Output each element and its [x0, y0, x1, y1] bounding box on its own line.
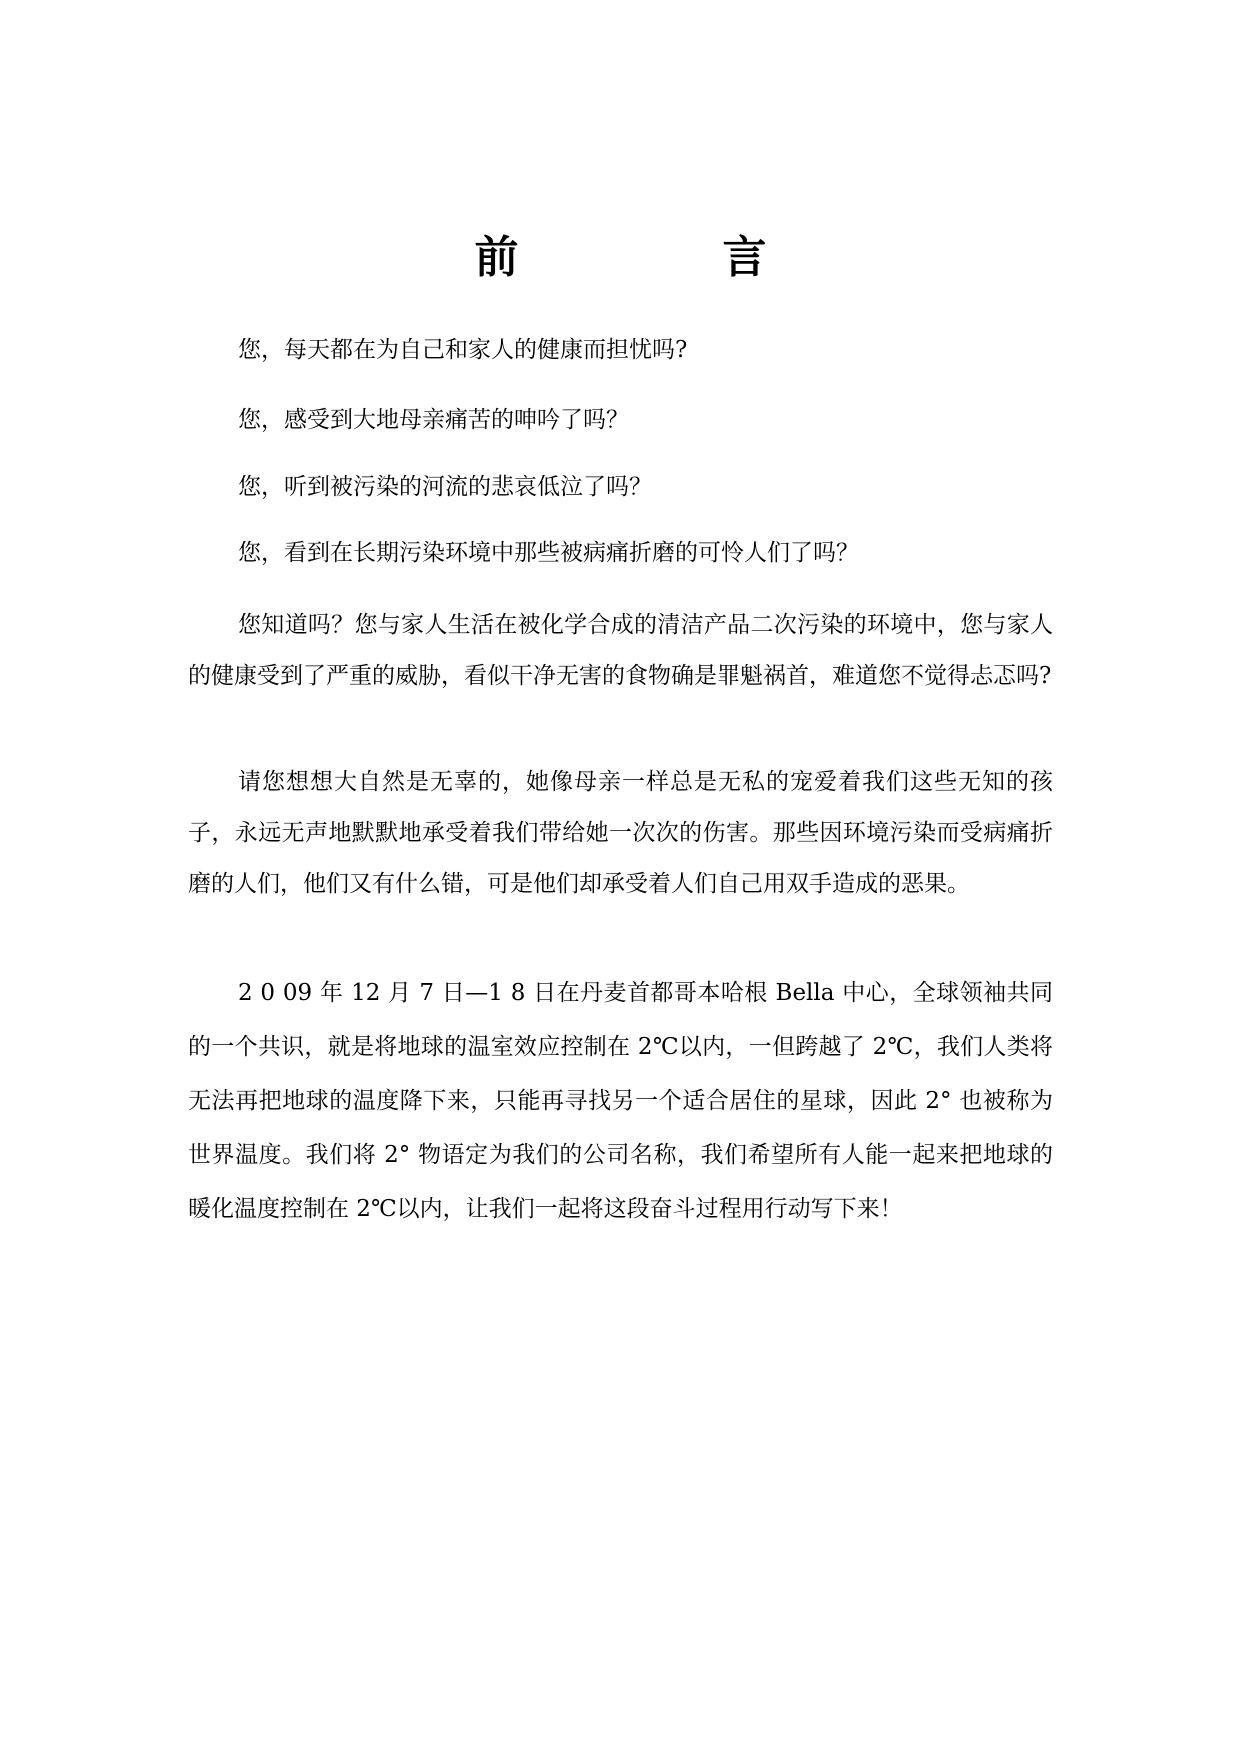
question-line: 您，每天都在为自己和家人的健康而担忧吗?: [238, 337, 688, 363]
question-line: 您，听到被污染的河流的悲哀低泣了吗？: [238, 474, 652, 500]
body-paragraph: 您知道吗？您与家人生活在被化学合成的清洁产品二次污染的环境中，您与家人的健康受到了严重的威胁，看似干净无害的食物确是罪魁祸首，难道您不觉得忐忑吗?: [188, 612, 1053, 689]
body-paragraph: 2 0 09 年 12 月 7 日—1 8 日在丹麦首都哥本哈根 Bella 中心，全球领袖共同的一个共识，就是将地球的温室效应控制在 2℃以内，一但跨越了 2℃，我们人类将无法再把地球的温度降下来，只能再寻找另一个适合居住的星球，因此 2° 也被称为世界温度。我们将 2° 物语定为我们的公司名称，我们希望所有人能一起来把地球的暖化温度控制在 2℃以内，让我们一起将这段奋斗过程用行动写下来！: [188, 980, 1053, 1222]
question-line: 您，看到在长期污染环境中那些被病痛折磨的可怜人们了吗？: [238, 540, 859, 566]
body-paragraph: 请您想想大自然是无辜的，她像母亲一样总是无私的宠爱着我们这些无知的孩子，永远无声地默默地承受着我们带给她一次次的伤害。那些因环境污染而受病痛折磨的人们，他们又有什么错，可是他们却承受着人们自己用双手造成的恶果。: [188, 769, 1053, 897]
question-line: 您，感受到大地母亲痛苦的呻吟了吗？: [238, 407, 629, 433]
page-title: 前 言: [474, 232, 847, 283]
